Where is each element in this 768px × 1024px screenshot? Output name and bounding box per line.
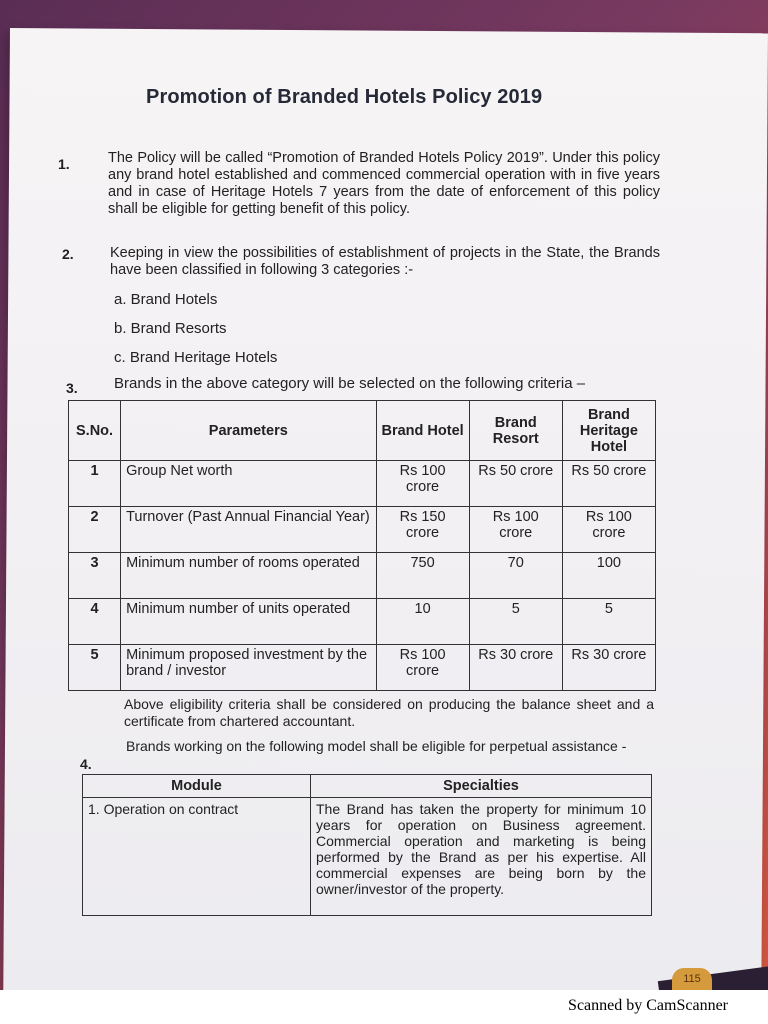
cell-sno: 1 [69,461,121,507]
cell-brand-hotel: Rs 100 crore [376,645,469,691]
page-number: 115 [672,968,712,990]
table-row [69,553,656,599]
cell-specialties: The Brand has taken the property for minimum 10 years for operation on Business agreement. Commercial operation and marketing is being performed by the Brand as per his expertise. All commercial expenses are being born by the owner/investor of the property. [311,798,652,916]
header-brand-hotel: Brand Hotel [376,401,469,461]
cell-sno: 2 [69,507,121,553]
cell-brand-resort: Rs 100 crore [469,507,562,553]
table-row [69,599,656,645]
camscanner-watermark: Scanned by CamScanner [568,997,728,1014]
section-3-number: 3. [66,380,78,396]
section-1-number: 1. [58,156,70,172]
cell-module: 1. Operation on contract [83,798,311,916]
cell-sno: 3 [69,553,121,599]
cell-brand-heritage-hotel: 100 [562,553,655,599]
header-sno: S.No. [69,401,121,461]
category-brand-resorts: b. Brand Resorts [114,320,227,337]
document-title: Promotion of Branded Hotels Policy 2019 [146,86,543,108]
module-table [82,774,652,916]
module-table-header [83,775,652,798]
header-brand-heritage-hotel: Brand Heritage Hotel [562,401,655,461]
cell-brand-resort: Rs 30 crore [469,645,562,691]
section-4-number: 4. [80,756,92,772]
cell-brand-resort: Rs 50 crore [469,461,562,507]
table-row [69,461,656,507]
table-row [83,798,652,916]
table-row [69,507,656,553]
eligibility-note: Above eligibility criteria shall be considered on producing the balance sheet and a certificate from chartered accountant. [124,696,654,729]
cell-brand-resort: 5 [469,599,562,645]
cell-brand-heritage-hotel: Rs 50 crore [562,461,655,507]
criteria-table [68,400,656,691]
cell-brand-heritage-hotel: Rs 100 crore [562,507,655,553]
cell-parameter: Turnover (Past Annual Financial Year) [121,507,376,553]
cell-parameter: Minimum proposed investment by the brand / investor [121,645,376,691]
cell-brand-hotel: Rs 150 crore [376,507,469,553]
cell-sno: 5 [69,645,121,691]
table-row [69,645,656,691]
cell-parameter: Group Net worth [121,461,376,507]
cell-brand-resort: 70 [469,553,562,599]
cell-brand-hotel: 750 [376,553,469,599]
criteria-table-header [69,401,656,461]
cell-parameter: Minimum number of units operated [121,599,376,645]
section-3-text: Brands in the above category will be selected on the following criteria – [114,375,586,392]
cell-sno: 4 [69,599,121,645]
header-parameters: Parameters [121,401,376,461]
section-2-number: 2. [62,246,74,262]
header-specialties: Specialties [311,775,652,798]
section-4-text: Brands working on the following model shall be eligible for perpetual assistance - [126,738,627,754]
cell-brand-hotel: Rs 100 crore [376,461,469,507]
category-brand-hotels: a. Brand Hotels [114,291,218,308]
category-brand-heritage-hotels: c. Brand Heritage Hotels [114,349,278,366]
header-brand-resort: Brand Resort [469,401,562,461]
header-module: Module [83,775,311,798]
section-2-text: Keeping in view the possibilities of establishment of projects in the State, the Brands have been classified in following 3 categories :- [110,245,660,278]
cell-brand-hotel: 10 [376,599,469,645]
section-1-text: The Policy will be called “Promotion of Branded Hotels Policy 2019”. Under this policy any brand hotel established and commenced commercial operation with in five years and in case of Heritage Hotels 7 years from the date of enforcement of this policy shall be eligible for getting benefit of this policy. [108,150,660,217]
cell-brand-heritage-hotel: Rs 30 crore [562,645,655,691]
cell-parameter: Minimum number of rooms operated [121,553,376,599]
cell-brand-heritage-hotel: 5 [562,599,655,645]
